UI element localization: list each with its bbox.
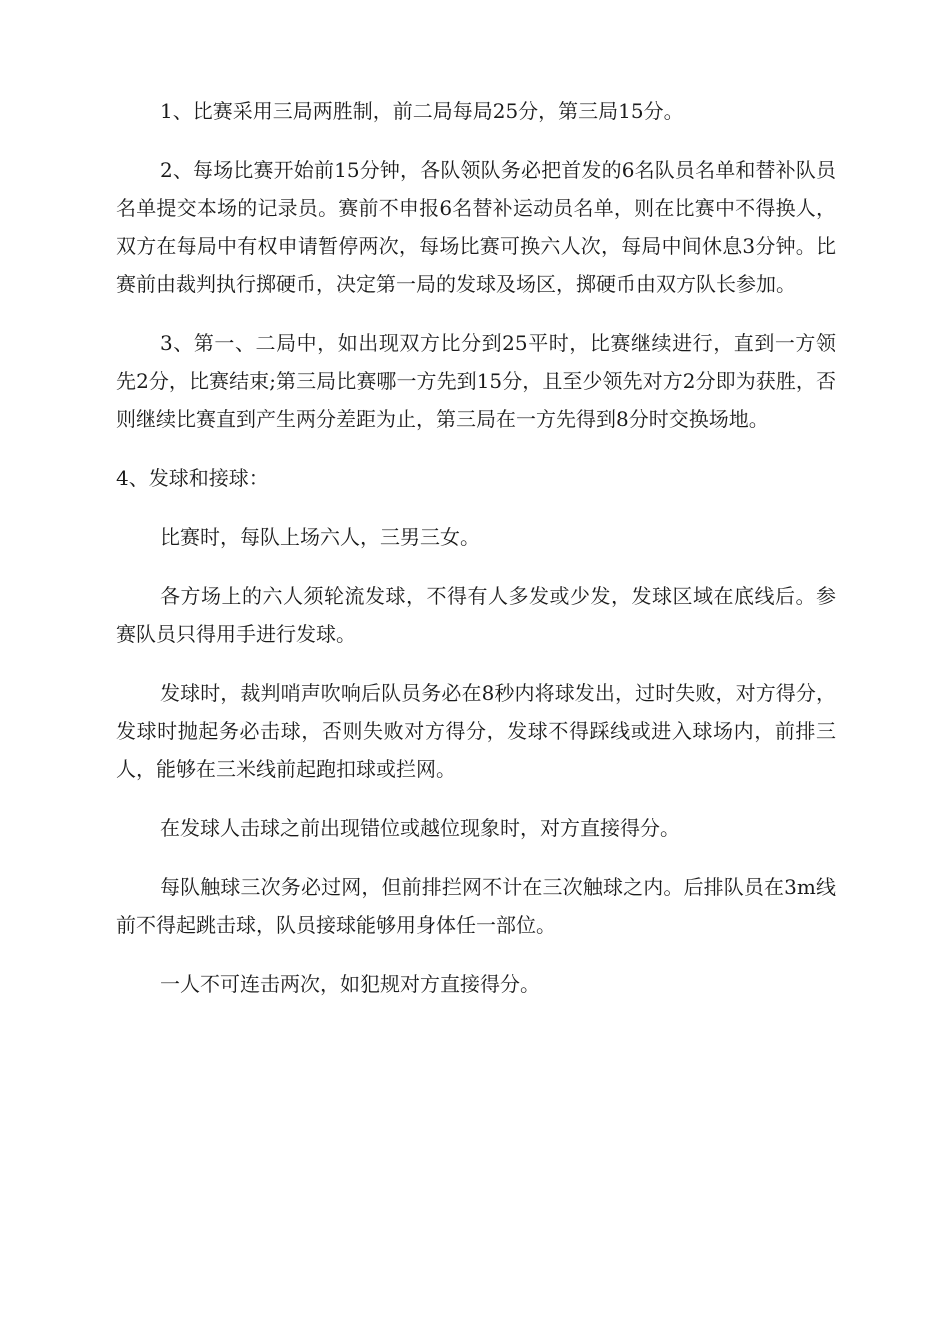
paragraph-double-hit: 一人不可连击两次，如犯规对方直接得分。 (160, 972, 540, 996)
paragraph-rule-2: 2、每场比赛开始前15分钟，各队领队务必把首发的6名队员名单和替补队员名单提交本场的记录员。赛前不申报6名替补运动员名单，则在比赛中不得换人，双方在每局中有权申请暂停两次，每场比赛可换六人次，每局中间休息3分钟。比赛前由裁判执行掷硬币，决定第一局的发球及场区，掷硬币由双方队长参加。 (116, 158, 836, 296)
paragraph-rule-3: 3、第一、二局中，如出现双方比分到25平时，比赛继续进行，直到一方领先2分，比赛结束;第三局比赛哪一方先到15分，且至少领先对方2分即为获胜，否则继续比赛直到产生两分差距为止，第三局在一方先得到8分时交换场地。 (116, 331, 836, 431)
paragraph-rule-1: 1、比赛采用三局两胜制，前二局每局25分，第三局15分。 (160, 99, 684, 123)
paragraph-serve-timing: 发球时，裁判哨声吹响后队员务必在8秒内将球发出，过时失败，对方得分，发球时抛起务必击球，否则失败对方得分，发球不得踩线或进入球场内，前排三人，能够在三米线前起跑扣球或拦网。 (116, 681, 836, 781)
paragraph-three-touches: 每队触球三次务必过网，但前排拦网不计在三次触球之内。后排队员在3m线前不得起跳击球，队员接球能够用身体任一部位。 (116, 875, 836, 937)
paragraph-serve-rotation: 各方场上的六人须轮流发球，不得有人多发或少发，发球区域在底线后。参赛队员只得用手进行发球。 (116, 584, 836, 646)
document-body (116, 92, 836, 1024)
paragraph-position-fault: 在发球人击球之前出现错位或越位现象时，对方直接得分。 (160, 816, 680, 840)
paragraph-rule-4-heading: 4、发球和接球： (116, 466, 269, 490)
paragraph-team-size: 比赛时，每队上场六人，三男三女。 (160, 525, 480, 549)
